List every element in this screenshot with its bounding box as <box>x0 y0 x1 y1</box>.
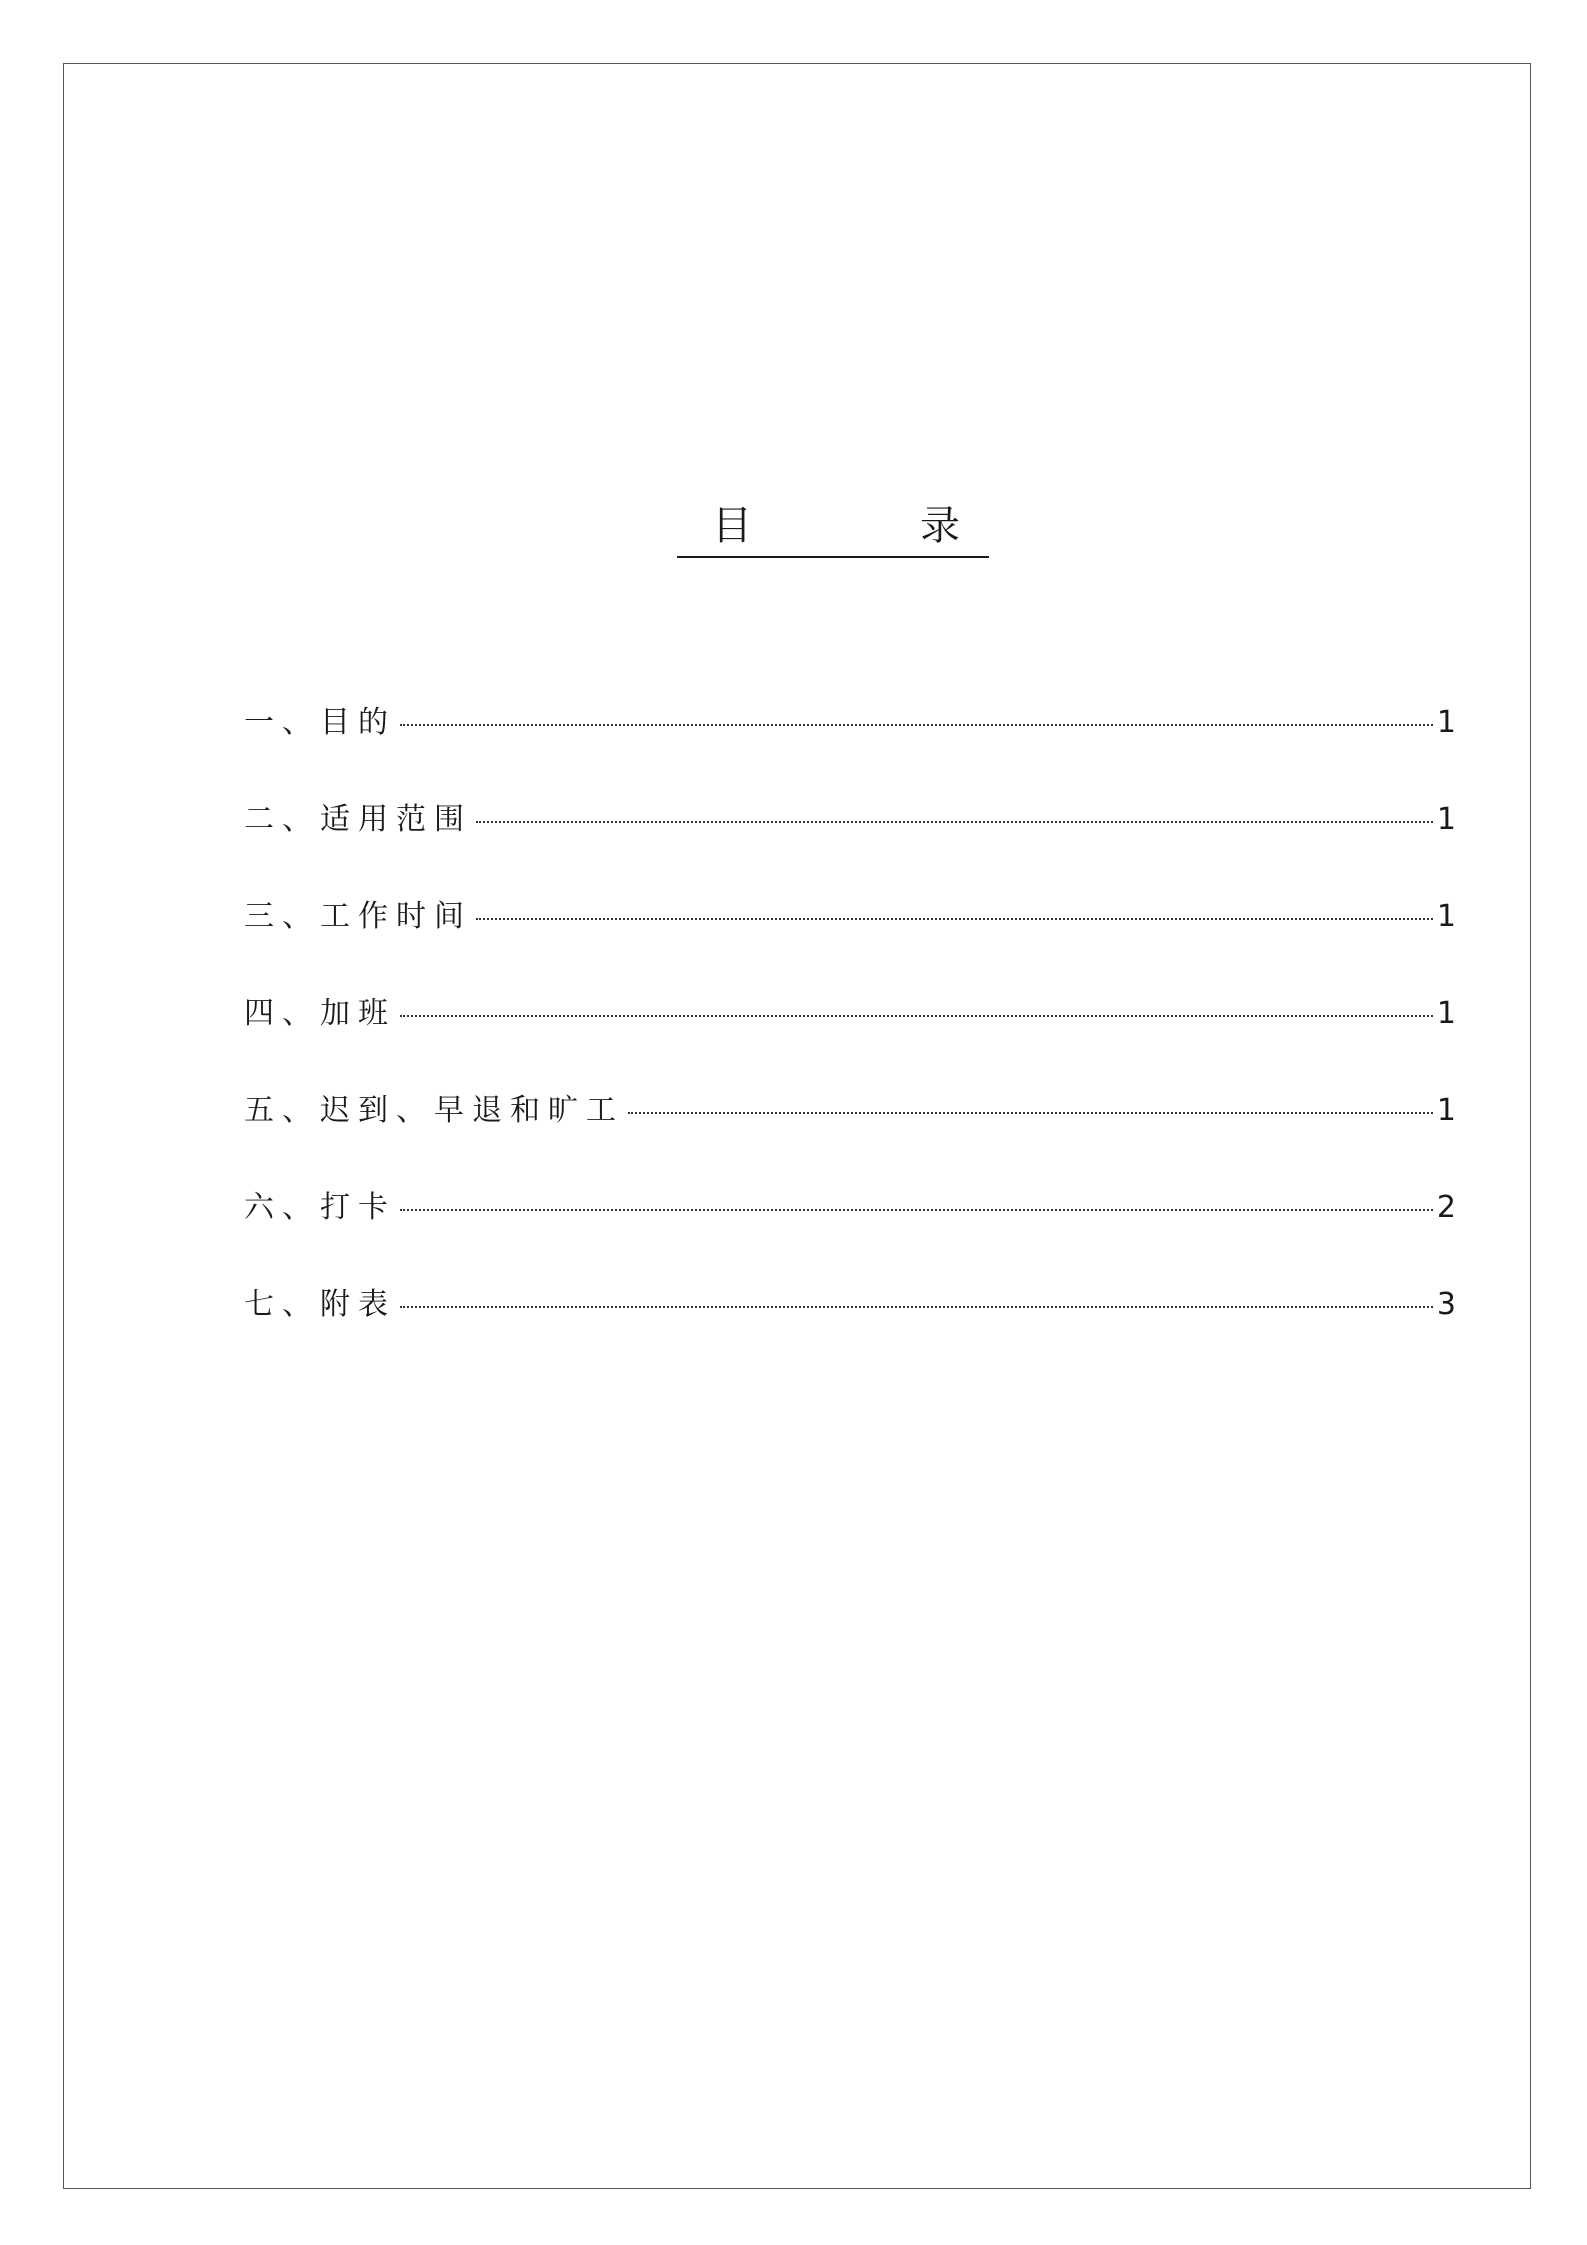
toc-entry-working-hours[interactable] <box>244 892 1456 989</box>
toc-dot-leader <box>476 821 1433 823</box>
toc-entry-label: 迟到、早退和旷工 <box>320 1093 624 1128</box>
title-char-1: 目 <box>712 503 752 549</box>
toc-entry-page: 3 <box>1436 1287 1456 1322</box>
toc-entry-page: 1 <box>1436 899 1456 934</box>
toc-entry-lateness[interactable] <box>244 1086 1456 1183</box>
toc-entry-purpose[interactable] <box>244 698 1456 795</box>
toc-list <box>244 698 1456 1377</box>
toc-entry-number: 七、 <box>244 1287 320 1322</box>
toc-entry-label: 附表 <box>320 1287 396 1322</box>
toc-entry-clock-in[interactable] <box>244 1183 1456 1280</box>
toc-dot-leader <box>628 1112 1433 1114</box>
title-char-2: 录 <box>920 503 960 549</box>
toc-dot-leader <box>476 918 1433 920</box>
toc-entry-label: 工作时间 <box>320 899 472 934</box>
toc-entry-scope[interactable] <box>244 795 1456 892</box>
toc-entry-label: 加班 <box>320 996 396 1031</box>
toc-entry-page: 1 <box>1436 1093 1456 1128</box>
toc-title <box>677 500 989 558</box>
toc-entry-page: 1 <box>1436 802 1456 837</box>
toc-dot-leader <box>400 1306 1433 1308</box>
toc-entry-label: 目的 <box>320 705 396 740</box>
toc-entry-number: 五、 <box>244 1093 320 1128</box>
toc-entry-page: 1 <box>1436 705 1456 740</box>
toc-entry-page: 2 <box>1436 1190 1456 1225</box>
toc-dot-leader <box>400 1015 1433 1017</box>
toc-dot-leader <box>400 1209 1433 1211</box>
toc-entry-label: 打卡 <box>320 1190 396 1225</box>
toc-entry-number: 三、 <box>244 899 320 934</box>
toc-entry-appendix[interactable] <box>244 1280 1456 1377</box>
toc-entry-number: 四、 <box>244 996 320 1031</box>
toc-dot-leader <box>400 724 1433 726</box>
toc-entry-overtime[interactable] <box>244 989 1456 1086</box>
toc-entry-number: 六、 <box>244 1190 320 1225</box>
toc-entry-number: 二、 <box>244 802 320 837</box>
toc-entry-label: 适用范围 <box>320 802 472 837</box>
toc-entry-page: 1 <box>1436 996 1456 1031</box>
toc-entry-number: 一、 <box>244 705 320 740</box>
